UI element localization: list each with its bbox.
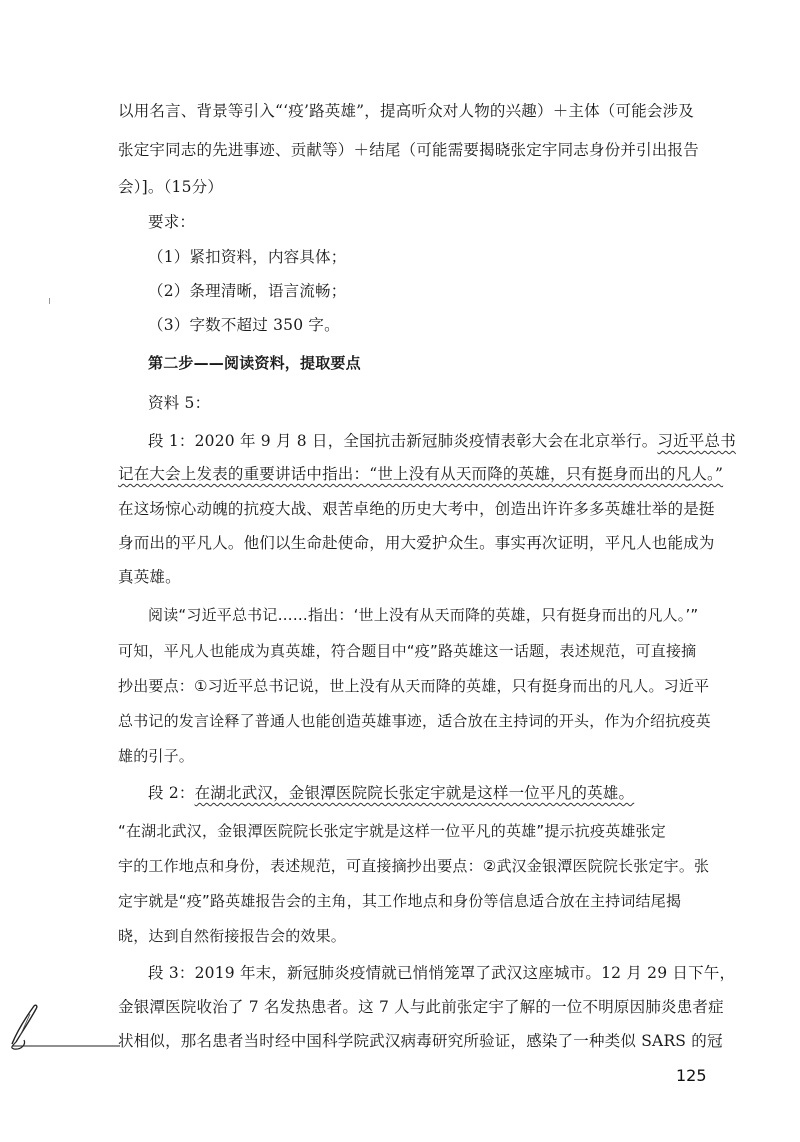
requirement-item: （2）条理清晰，语言流畅； [148, 282, 347, 300]
text-line: 会）]。（15分） [118, 178, 224, 196]
underlined-text: 记在大会上发表的重要讲话中指出：“世上没有从天而降的英雄，只有挺身而出的凡人。” [118, 465, 724, 483]
quill-pen-icon [4, 1000, 120, 1052]
text-line: 在这场惊心动魄的抗疫大战、艰苦卓绝的历史大考中，创造出许许多多英雄壮举的是挺 [118, 500, 715, 518]
text-line: 身而出的平凡人。他们以生命赴使命，用大爱护众生。事实再次证明，平凡人也能成为 [118, 534, 715, 552]
requirements-heading: 要求： [148, 213, 196, 231]
requirement-item: （1）紧扣资料，内容具体； [148, 248, 347, 266]
analysis-line: 抄出要点：①习近平总书记说，世上没有从天而降的英雄，只有挺身而出的凡人。习近平 [118, 677, 710, 695]
analysis-line: 可知，平凡人也能成为真英雄，符合题目中“疫”路英雄这一话题，表述规范，可直接摘 [118, 642, 697, 660]
paragraph-text: 段 1：2020 年 9 月 8 日，全国抗击新冠肺炎疫情表彰大会在北京举行。 [148, 432, 658, 450]
text-line: 段 3：2019 年末，新冠肺炎疫情就已悄悄笼罩了武汉这座城市。12 月 29 日下午， [148, 964, 736, 982]
analysis-line: 晓，达到自然衔接报告会的效果。 [118, 927, 347, 945]
text-line: 以用名言、背景等引入“‘疫’路英雄”，提高听众对人物的兴趣）＋主体（可能会涉及 [118, 102, 695, 120]
analysis-line: 定宇就是“疫”路英雄报告会的主角，其工作地点和身份等信息适合放在主持词结尾揭 [118, 892, 682, 910]
analysis-line: 雄的引子。 [118, 747, 195, 765]
text-line: 张定宇同志的先进事迹、贡献等）＋结尾（可能需要揭晓张定宇同志身份并引出报告 [118, 141, 699, 159]
margin-dot-icon [48, 298, 52, 304]
analysis-line: 宇的工作地点和身份，表述规范，可直接摘抄出要点：②武汉金银潭医院院长张定宇。张 [118, 857, 710, 875]
analysis-line: 阅读“习近平总书记……指出：‘世上没有从天而降的英雄，只有挺身而出的凡人。’” [148, 606, 699, 624]
paragraph-line [148, 431, 748, 451]
paragraph-line [118, 464, 724, 484]
requirement-item: （3）字数不超过 350 字。 [148, 316, 340, 334]
material-label: 资料 5： [148, 394, 211, 412]
text-line: 真英雄。 [118, 568, 181, 586]
underlined-text: 习近平总书 [657, 432, 736, 450]
step-heading: 第二步——阅读资料，提取要点 [148, 354, 361, 372]
analysis-line: “在湖北武汉，金银潭医院院长张定宇就是这样一位平凡的英雄”提示抗疫英雄张定 [118, 822, 666, 840]
page-number: 125 [676, 1066, 707, 1085]
paragraph-label: 段 2： [148, 784, 195, 802]
analysis-line: 总书记的发言诠释了普通人也能创造英雄事迹，适合放在主持词的开头，作为介绍抗疫英 [118, 712, 711, 730]
paragraph-line [148, 783, 748, 803]
underlined-text: 在湖北武汉，金银潭医院院长张定宇就是这样一位平凡的英雄。 [194, 784, 635, 802]
text-line: 状相似，那名患者当时经中国科学院武汉病毒研究所验证，感染了一种类似 SARS 的冠 [118, 1032, 723, 1050]
text-line: 金银潭医院收治了 7 名发热患者。这 7 人与此前张定宇了解的一位不明原因肺炎患者症 [118, 998, 724, 1016]
